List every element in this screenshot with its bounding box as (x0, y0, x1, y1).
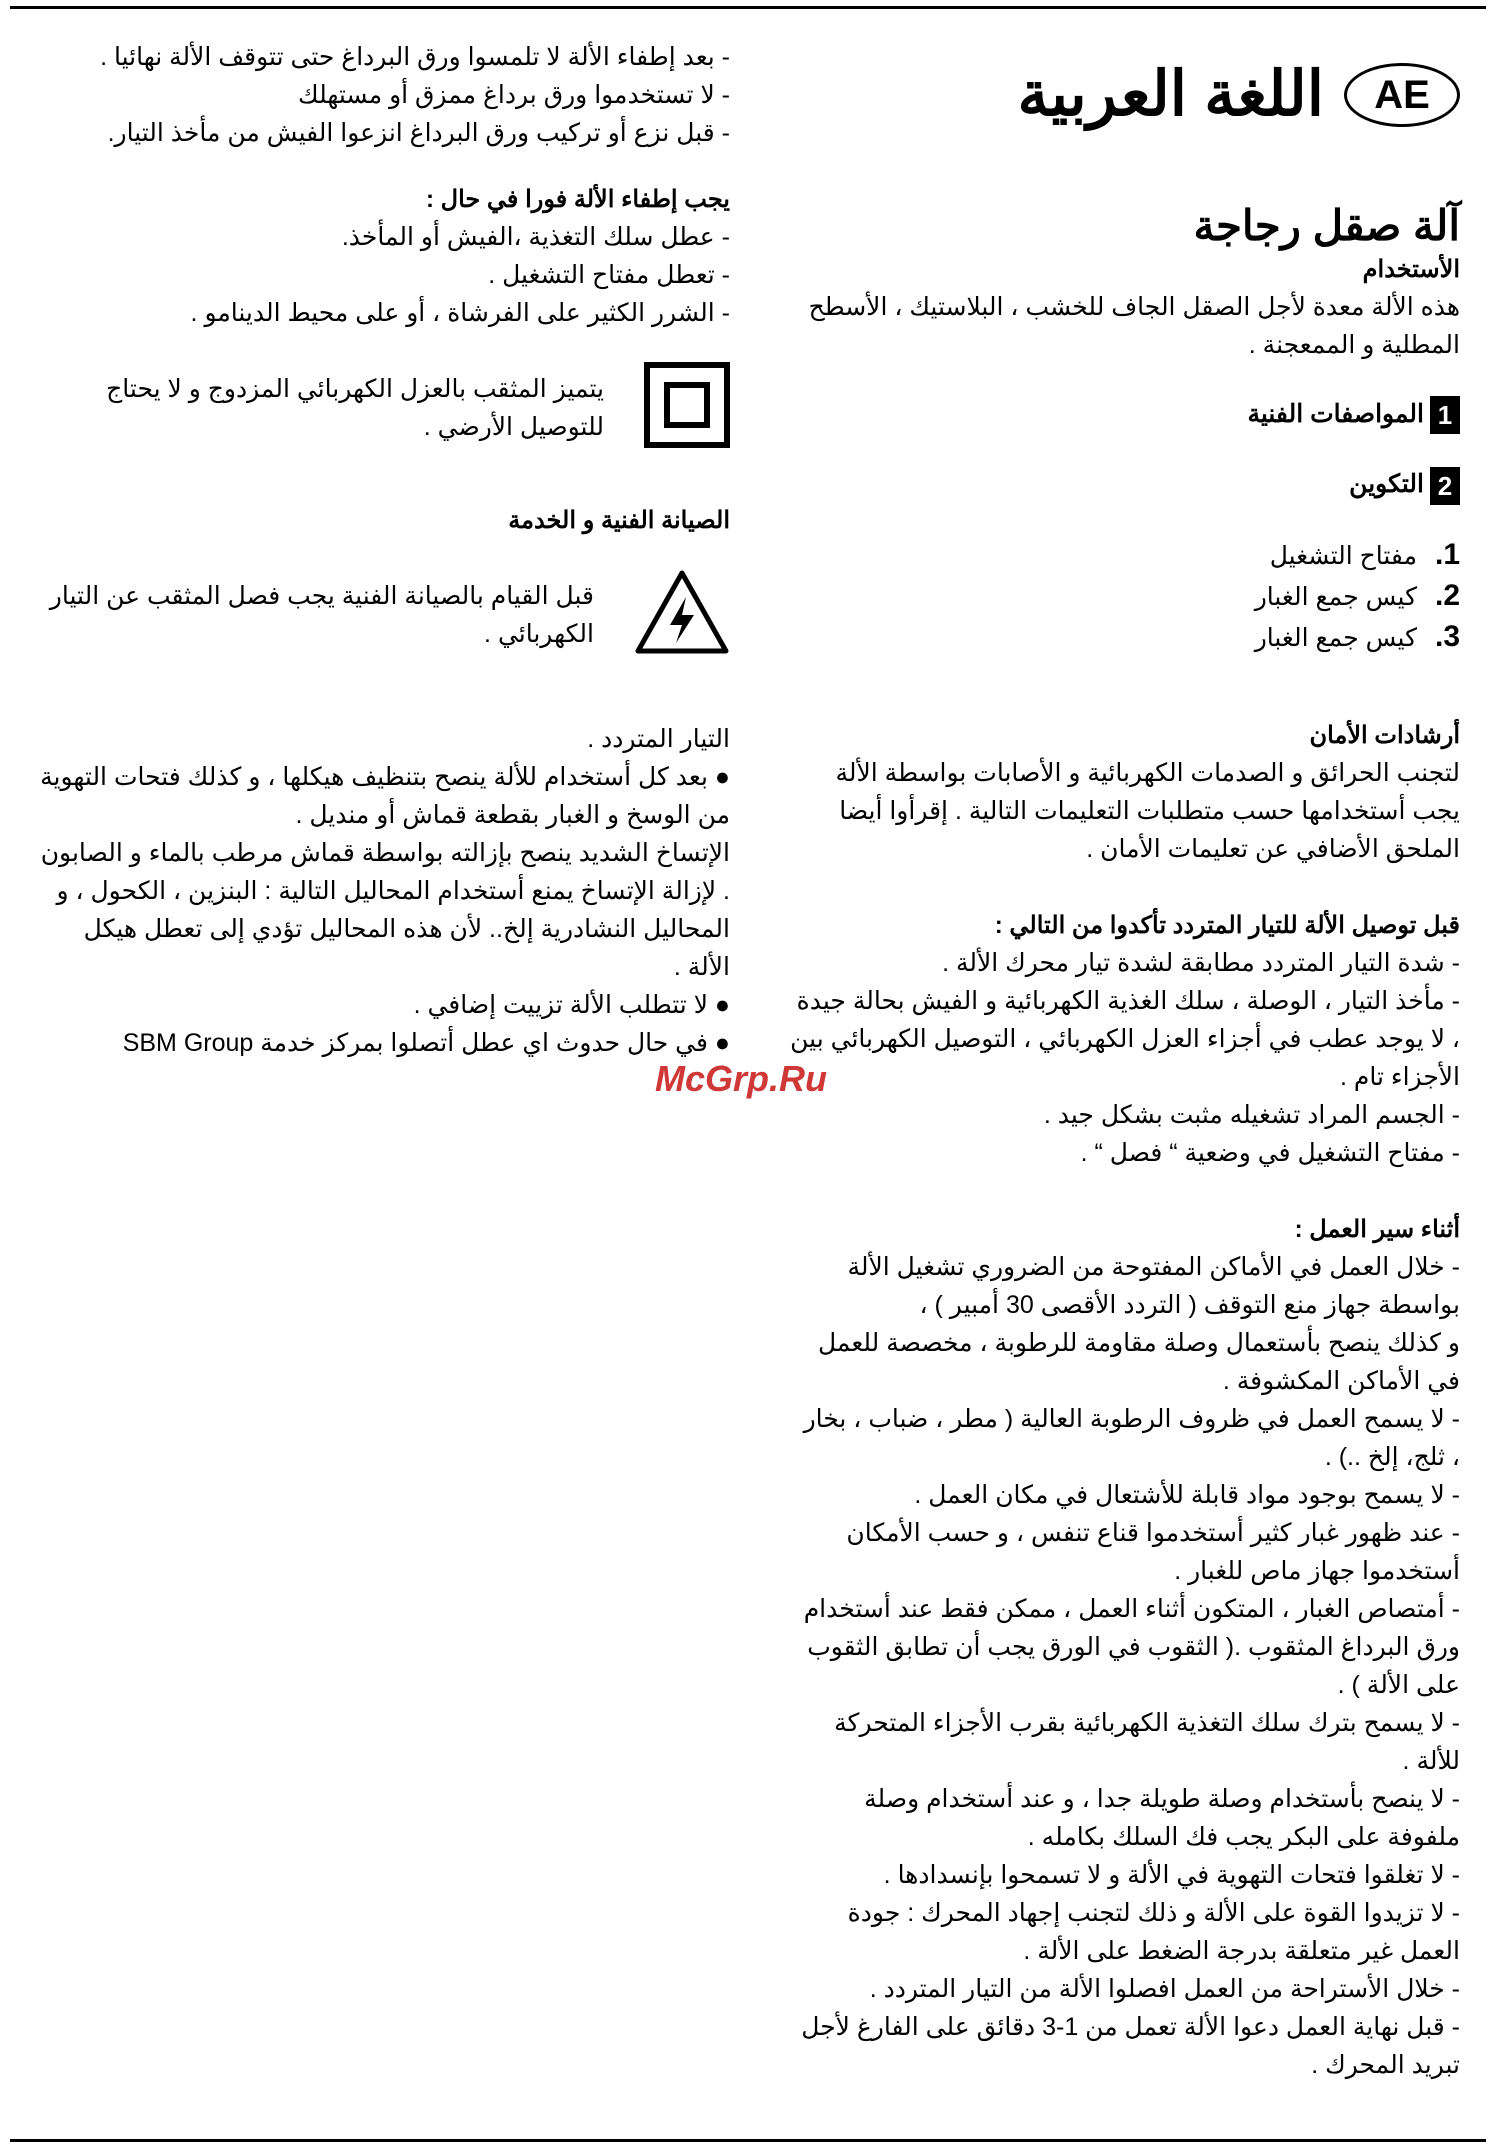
list-item: - قبل نهاية العمل دعوا الألة تعمل من 1-3 دقائق على الفارغ لأجل تبريد المحرك . (801, 2012, 1460, 2079)
structure-heading: 2التكوين (790, 464, 1460, 504)
product-title: آلة صقل رجاجة (1193, 202, 1460, 249)
list-item: - لا تزيدوا القوة على الألة و ذلك لتجنب إجهاد المحرك : جودة العمل غير متعلقة بدرجة الضغط على الألة . (847, 1898, 1460, 1965)
stop-heading: يجب إطفاء الألة فورا في حال : (426, 186, 730, 213)
right-column (790, 40, 1460, 2084)
list-item: - أمتصاص الغبار ، المتكون أثناء العمل ، ممكن فقط عند أستخدام ورق البرداغ المثقوب .( الثقوب في الورق يجب أن تطابق الثقوب على الألة ) . (803, 1594, 1460, 1699)
language-badge: AE (1344, 63, 1460, 127)
list-item: - شدة التيار المتردد مطابقة لشدة تيار محرك الألة . (942, 948, 1460, 977)
left-column (40, 38, 730, 1062)
list-item: 2.كيس جمع الغبار (1254, 578, 1460, 612)
watermark: McGrp.Ru (655, 1058, 828, 1099)
list-item: ● بعد كل أستخدام للألة ينصح بتنظيف هيكلها ، و كذلك فتحات التهوية من الوسخ و الغبار بقطعة قماش أو منديل . (40, 763, 730, 829)
list-item: - لا يسمح بوجود مواد قابلة للأشتعال في مكان العمل . (914, 1480, 1460, 1509)
before-connect-heading: قبل توصيل الألة للتيار المتردد تأكدوا من التالي : (994, 911, 1460, 939)
list-item: - قبل نزع أو تركيب ورق البرداغ انزعوا الفيش من مأخذ التيار. (107, 119, 730, 147)
during-work-heading: أثناء سير العمل : (1294, 1215, 1460, 1243)
usage-text: هذه الألة معدة لأجل الصقل الجاف للخشب ، البلاستيك ، الأسطح المطلية و الممعجنة . (808, 293, 1460, 359)
electric-warning-note (40, 569, 730, 660)
list-item: - مأخذ التيار ، الوصلة ، سلك الغذية الكهربائية و الفيش بحالة جيدة ، لا يوجد عطب في أجزاء العزل الكهربائي ، التوصيل الكهربائي بين الأجزاء تام . (790, 986, 1460, 1091)
list-item: - لا يسمح العمل في ظروف الرطوبة العالية ( مطر ، ضباب ، بخار ، ثلج، إلخ ..) . (803, 1404, 1460, 1471)
specs-heading: 1المواصفات الفنية (790, 394, 1460, 434)
list-item: ● لا تتطلب الألة تزييت إضافي . (413, 991, 730, 1019)
current-line: التيار المتردد . (587, 725, 730, 753)
bottom-rule (10, 2139, 1486, 2142)
list-item: - لا ينصح بأستخدام وصلة طويلة جدا ، و عند أستخدام وصلة ملفوفة على البكر يجب فك السلك بكامله . (864, 1784, 1460, 1851)
list-item: - مفتاح التشغيل في وضعية “ فصل “ . (1080, 1138, 1460, 1167)
double-insulation-icon (644, 362, 730, 453)
top-rule (10, 6, 1486, 9)
list-item: ● في حال حدوث اي عطل أتصلوا بمركز خدمة SBM Group (122, 1029, 730, 1057)
language-header (790, 40, 1460, 150)
list-item: - خلال الأستراحة من العمل افصلوا الألة من التيار المتردد . (869, 1974, 1460, 2003)
list-item: - عطل سلك التغذية ،الفيش أو المأخذ. (341, 223, 730, 251)
maintenance-heading: الصيانة الفنية و الخدمة (508, 507, 730, 534)
double-insulation-note (40, 362, 730, 453)
parts-list (790, 535, 1460, 658)
list-item: - لا يسمح بترك سلك التغذية الكهربائية بقرب الأجزاء المتحركة للألة . (834, 1708, 1460, 1775)
list-item: - الشرر الكثير على الفرشاة ، أو على محيط الدينامو . (190, 299, 730, 327)
insulation-text: يتميز المثقب بالعزل الكهربائي المزدوج و لا يحتاج للتوصيل الأرضي . (106, 375, 604, 441)
list-item: - لا تستخدموا ورق برداغ ممزق أو مستهلك (298, 81, 730, 109)
list-item: - الجسم المراد تشغيله مثبت بشكل جيد . (1043, 1100, 1460, 1129)
usage-heading: الأستخدام (1362, 256, 1460, 283)
list-item: - لا تغلقوا فتحات التهوية في الألة و لا تسمحوا بإنسدادها . (883, 1860, 1460, 1889)
list-item: - عند ظهور غبار كثير أستخدموا قناع تنفس ، و حسب الأمكان أستخدموا جهاز ماص للغبار . (846, 1518, 1460, 1585)
list-item: - بعد إطفاء الألة لا تلمسوا ورق البرداغ حتى تتوقف الألة نهائيا . (100, 43, 730, 71)
list-item: الإتساخ الشديد ينصح بإزالته بواسطة قماش مرطب بالماء و الصابون . لإزالة الإتساخ يمنع أستخدام المحاليل التالية : البنزين ، الكحول ، و المحاليل النشادرية إلخ.. لأن هذه المحاليل تؤدي إلى تعطل هيكل الألة . (40, 839, 730, 981)
warning-text: قبل القيام بالصيانة الفنية يجب فصل المثقب عن التيار الكهربائي . (49, 582, 594, 648)
specs-number: 1 (1430, 396, 1460, 434)
list-item: - تعطل مفتاح التشغيل . (488, 261, 730, 289)
language-title: اللغة العربية (1017, 60, 1324, 129)
list-item: - خلال العمل في الأماكن المفتوحة من الضروري تشغيل الألة بواسطة جهاز منع التوقف ( التردد الأقصى 30 أمبير ) ، (847, 1252, 1460, 1319)
list-item: و كذلك ينصح بأستعمال وصلة مقاومة للرطوبة ، مخصصة للعمل في الأماكن المكشوفة . (817, 1328, 1460, 1395)
safety-text: لتجنب الحرائق و الصدمات الكهربائية و الأصابات بواسطة الألة يجب أستخدامها حسب متطلبات التعليمات التالية . إقرأوا أيضا الملحق الأضافي عن تعليمات الأمان . (835, 758, 1460, 863)
safety-heading: أرشادات الأمان (1309, 721, 1460, 749)
high-voltage-warning-icon (634, 569, 730, 660)
list-item: 3.كيس جمع الغبار (1254, 619, 1460, 653)
structure-number: 2 (1430, 467, 1460, 505)
list-item: 1.مفتاح التشغيل (1269, 537, 1460, 571)
